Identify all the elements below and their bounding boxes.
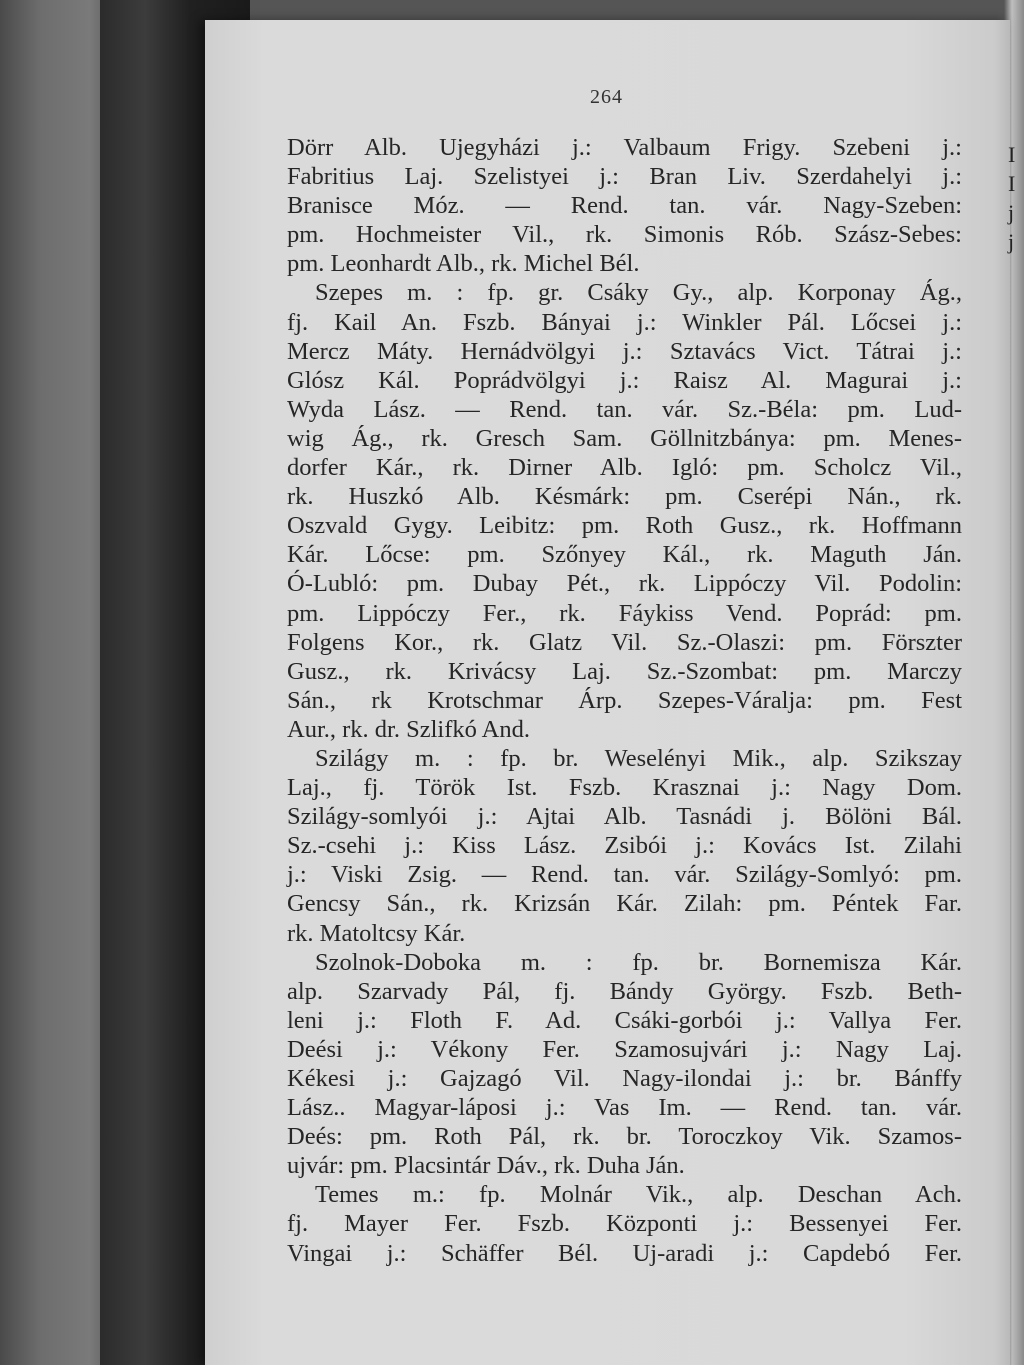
text-line: rk. Matoltcsy Kár. xyxy=(287,919,466,947)
text-line: Glósz Kál. Poprádvölgyi j.: Raisz Al. Magurai j.: xyxy=(287,366,962,394)
text-line: wig Ág., rk. Gresch Sam. Göllnitzbánya: pm. Menes- xyxy=(287,424,962,452)
page-text-block xyxy=(287,133,962,1268)
text-line: Gusz., rk. Krivácsy Laj. Sz.-Szombat: pm. Marczy xyxy=(287,657,962,685)
text-line: Folgens Kor., rk. Glatz Vil. Sz.-Olaszi: pm. Förszter xyxy=(287,628,962,656)
text-line: Gencsy Sán., rk. Krizsán Kár. Zilah: pm. Péntek Far. xyxy=(287,890,962,918)
margin-mark: j xyxy=(1008,229,1015,254)
text-line: rk. Huszkó Alb. Késmárk: pm. Cserépi Nán., rk. xyxy=(287,483,962,511)
text-line: Sán., rk Krotschmar Árp. Szepes-Váralja: pm. Fest xyxy=(287,686,962,714)
margin-mark: I xyxy=(1008,171,1016,196)
text-line: Deési j.: Vékony Fer. Szamosujvári j.: Nagy Laj. xyxy=(287,1035,962,1063)
text-line: Deés: pm. Roth Pál, rk. br. Toroczkoy Vik. Szamos- xyxy=(287,1123,962,1151)
text-line: Branisce Móz. — Rend. tan. vár. Nagy-Szeben: xyxy=(287,192,962,220)
text-line: Laj., fj. Török Ist. Fszb. Krasznai j.: Nagy Dom. xyxy=(287,774,962,802)
text-line: Sz.-csehi j.: Kiss Lász. Zsibói j.: Kovács Ist. Zilahi xyxy=(287,832,962,860)
text-line: Kékesi j.: Gajzagó Vil. Nagy-ilondai j.: br. Bánffy xyxy=(287,1065,962,1092)
county-heading-line: Szepes m. : fp. gr. Csáky Gy., alp. Korponay Ág., xyxy=(315,279,962,307)
text-line: fj. Kail An. Fszb. Bányai j.: Winkler Pál. Lőcsei j.: xyxy=(287,308,962,336)
text-line: ujvár: pm. Placsintár Dáv., rk. Duha Ján. xyxy=(287,1152,685,1180)
county-heading-line: Temes m.: fp. Molnár Vik., alp. Deschan Ach. xyxy=(315,1181,962,1209)
text-line: Mercz Máty. Hernádvölgyi j.: Sztavács Vict. Tátrai j.: xyxy=(287,337,962,365)
text-line: leni j.: Floth F. Ad. Csáki-gorbói j.: Vallya Fer. xyxy=(287,1006,962,1034)
text-line: Fabritius Laj. Szelistyei j.: Bran Liv. Szerdahelyi j.: xyxy=(287,163,962,191)
text-line: j.: Viski Zsig. — Rend. tan. vár. Szilágy-Somlyó: pm. xyxy=(287,861,962,889)
text-line: pm. Leonhardt Alb., rk. Michel Bél. xyxy=(287,250,640,278)
margin-mark: I xyxy=(1008,142,1016,167)
text-line: Ó-Lubló: pm. Dubay Pét., rk. Lippóczy Vil. Podolin: xyxy=(287,570,962,598)
text-line: Lász.. Magyar-láposi j.: Vas Im. — Rend. tan. vár. xyxy=(287,1094,962,1122)
county-heading-line: Szilágy m. : fp. br. Weselényi Mik., alp. Szikszay xyxy=(315,744,962,772)
text-line: pm. Hochmeister Vil., rk. Simonis Rób. Szász-Sebes: xyxy=(287,221,962,249)
text-line: pm. Lippóczy Fer., rk. Fáykiss Vend. Poprád: pm. xyxy=(287,599,962,627)
text-line: Oszvald Gygy. Leibitz: pm. Roth Gusz., rk. Hoffmann xyxy=(287,512,962,540)
text-line: fj. Mayer Fer. Fszb. Központi j.: Bessenyei Fer. xyxy=(287,1210,962,1238)
page-number: 264 xyxy=(590,86,623,108)
text-line: dorfer Kár., rk. Dirner Alb. Igló: pm. Scholcz Vil., xyxy=(287,454,962,482)
margin-mark: j xyxy=(1008,200,1015,225)
county-heading-line: Szolnok-Doboka m. : fp. br. Bornemisza Kár. xyxy=(315,948,962,976)
text-line: Kár. Lőcse: pm. Szőnyey Kál., rk. Maguth Ján. xyxy=(287,541,962,569)
text-line: Dörr Alb. Ujegyházi j.: Valbaum Frigy. Szebeni j.: xyxy=(287,134,962,161)
text-line: Szilágy-somlyói j.: Ajtai Alb. Tasnádi j. Bölöni Bál. xyxy=(287,803,962,831)
text-line: Wyda Lász. — Rend. tan. vár. Sz.-Béla: pm. Lud- xyxy=(287,395,962,423)
text-line: Vingai j.: Schäffer Bél. Uj-aradi j.: Capdebó Fer. xyxy=(287,1239,962,1267)
text-line: alp. Szarvady Pál, fj. Bándy György. Fszb. Beth- xyxy=(287,977,962,1005)
adjacent-page-margin-marks xyxy=(1008,140,1015,256)
text-line: Aur., rk. dr. Szlifkó And. xyxy=(287,715,530,743)
